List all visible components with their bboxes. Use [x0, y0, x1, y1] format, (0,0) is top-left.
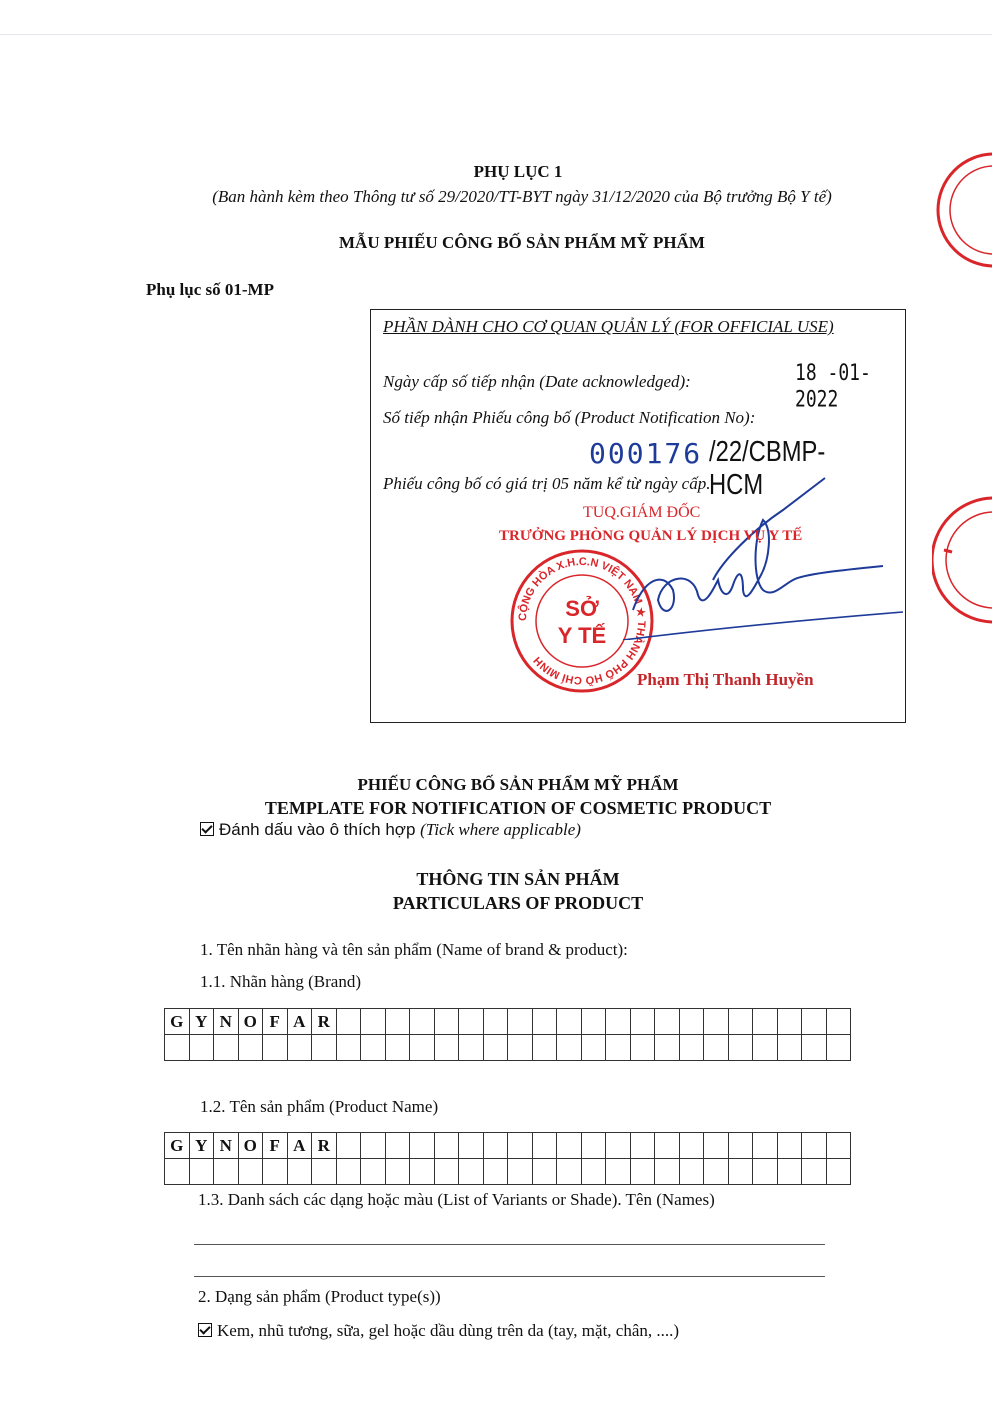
grid-cell [728, 1133, 753, 1159]
grid-cell [434, 1035, 459, 1061]
seal-center-line-1: SỞ [565, 596, 599, 621]
grid-cell [728, 1159, 753, 1185]
question-brand: 1.1. Nhãn hàng (Brand) [200, 972, 361, 991]
brand-letter-grid [164, 1008, 851, 1061]
grid-cell: O [238, 1133, 263, 1159]
grid-cell [679, 1159, 704, 1185]
grid-cell [802, 1035, 827, 1061]
grid-cell [336, 1133, 361, 1159]
grid-cell: A [287, 1009, 312, 1035]
grid-cell [434, 1159, 459, 1185]
grid-cell [728, 1035, 753, 1061]
grid-cell [238, 1159, 263, 1185]
notification-number-suffix: /22/CBMP-HCM [709, 436, 826, 501]
grid-cell [679, 1133, 704, 1159]
grid-cell [704, 1035, 729, 1061]
grid-cell [777, 1035, 802, 1061]
grid-cell: F [263, 1009, 288, 1035]
grid-cell [581, 1009, 606, 1035]
grid-cell [483, 1009, 508, 1035]
signer-title-line-2: TRƯỞNG PHÒNG QUẢN LÝ DỊCH VỤ Y TẾ [499, 528, 803, 544]
grid-cell [385, 1035, 410, 1061]
appendix-title: PHỤ LỤC 1 [473, 162, 563, 181]
appendix-number: Phụ lục số 01-MP [146, 280, 274, 299]
grid-cell [459, 1133, 484, 1159]
grid-cell [679, 1009, 704, 1035]
grid-cell [312, 1035, 337, 1061]
grid-cell [557, 1009, 582, 1035]
notice-title-vi: PHIẾU CÔNG BỐ SẢN PHẨM MỸ PHẨM [357, 775, 679, 794]
validity-statement: Phiếu công bố có giá trị 05 năm kể từ ngày cấp. [383, 474, 711, 493]
date-acknowledged-label: Ngày cấp số tiếp nhận (Date acknowledged): [383, 372, 691, 391]
grid-cell [189, 1159, 214, 1185]
grid-cell [508, 1159, 533, 1185]
grid-cell [434, 1009, 459, 1035]
grid-cell [361, 1009, 386, 1035]
grid-cell [238, 1035, 263, 1061]
grid-cell [655, 1159, 680, 1185]
grid-cell: R [312, 1009, 337, 1035]
grid-cell [606, 1133, 631, 1159]
grid-cell [214, 1159, 239, 1185]
grid-cell [483, 1133, 508, 1159]
grid-cell [630, 1159, 655, 1185]
grid-cell [557, 1159, 582, 1185]
grid-cell [606, 1035, 631, 1061]
product-letter-grid [164, 1132, 851, 1185]
grid-cell [434, 1133, 459, 1159]
grid-cell [753, 1159, 778, 1185]
notice-title-en: TEMPLATE FOR NOTIFICATION OF COSMETIC PRODUCT [264, 798, 772, 818]
grid-cell [777, 1009, 802, 1035]
grid-cell [263, 1035, 288, 1061]
grid-cell [361, 1133, 386, 1159]
handwritten-signature [603, 470, 903, 640]
grid-cell [483, 1159, 508, 1185]
grid-cell [532, 1159, 557, 1185]
grid-cell [287, 1035, 312, 1061]
grid-cell [189, 1035, 214, 1061]
grid-cell: A [287, 1133, 312, 1159]
official-use-label: PHẦN DÀNH CHO CƠ QUAN QUẢN LÝ (FOR OFFICIAL USE) [383, 317, 834, 336]
grid-cell [459, 1035, 484, 1061]
grid-cell [753, 1009, 778, 1035]
grid-cell [679, 1035, 704, 1061]
grid-cell [557, 1035, 582, 1061]
grid-cell [312, 1159, 337, 1185]
grid-cell [826, 1159, 851, 1185]
grid-cell [410, 1133, 435, 1159]
scan-top-edge [0, 34, 992, 35]
question-brand-product: 1. Tên nhãn hàng và tên sản phẩm (Name of brand & product): [200, 940, 628, 959]
grid-cell [826, 1009, 851, 1035]
grid-cell: F [263, 1133, 288, 1159]
grid-cell [336, 1035, 361, 1061]
grid-cell: O [238, 1009, 263, 1035]
grid-cell [336, 1009, 361, 1035]
notification-number-sequence: 000176 [589, 437, 703, 470]
grid-cell [287, 1159, 312, 1185]
grid-cell [655, 1035, 680, 1061]
grid-cell [385, 1009, 410, 1035]
grid-cell [704, 1133, 729, 1159]
grid-cell [263, 1159, 288, 1185]
grid-cell [508, 1035, 533, 1061]
grid-cell [214, 1035, 239, 1061]
appendix-subtitle: (Ban hành kèm theo Thông tư số 29/2020/TT-BYT ngày 31/12/2020 của Bộ trưởng Bộ Y tế) [212, 187, 832, 206]
grid-cell [581, 1133, 606, 1159]
seal-ring-text: CỘNG HÒA X.H.C.N VIỆT NAM ★ THÀNH PHỐ HỒ CHÍ MINH [516, 555, 648, 687]
question-variants: 1.3. Danh sách các dạng hoặc màu (List of Variants or Shade). Tên (Names) [198, 1190, 715, 1209]
variant-answer-line [194, 1276, 825, 1277]
grid-cell [630, 1133, 655, 1159]
grid-cell: Y [189, 1009, 214, 1035]
question-product-name: 1.2. Tên sản phẩm (Product Name) [200, 1097, 439, 1116]
grid-cell [361, 1159, 386, 1185]
section-title-en: PARTICULARS OF PRODUCT [392, 893, 644, 913]
grid-cell [630, 1009, 655, 1035]
grid-cell [704, 1159, 729, 1185]
grid-cell: N [214, 1009, 239, 1035]
grid-cell [508, 1133, 533, 1159]
signer-name: Phạm Thị Thanh Huyền [637, 670, 814, 689]
tick-instruction [200, 820, 581, 840]
grid-cell [655, 1009, 680, 1035]
grid-cell [704, 1009, 729, 1035]
grid-cell [826, 1133, 851, 1159]
form-heading: MẪU PHIẾU CÔNG BỐ SẢN PHẨM MỸ PHẨM [339, 233, 705, 252]
checked-box-icon [198, 1323, 212, 1337]
grid-cell [410, 1009, 435, 1035]
grid-cell [410, 1035, 435, 1061]
grid-cell [532, 1035, 557, 1061]
grid-cell: G [165, 1009, 190, 1035]
grid-cell [826, 1035, 851, 1061]
product-type-option-label: Kem, nhũ tương, sữa, gel hoặc dầu dùng trên da (tay, mặt, chân, ....) [217, 1321, 680, 1340]
grid-cell [630, 1035, 655, 1061]
grid-cell [165, 1035, 190, 1061]
grid-cell [777, 1133, 802, 1159]
grid-cell [802, 1133, 827, 1159]
grid-cell [483, 1035, 508, 1061]
grid-cell [336, 1159, 361, 1185]
grid-cell [802, 1159, 827, 1185]
question-product-type: 2. Dạng sản phẩm (Product type(s)) [198, 1287, 441, 1306]
signer-title-line-1: TUQ.GIÁM ĐỐC [583, 504, 701, 521]
grid-cell [802, 1009, 827, 1035]
grid-cell [753, 1133, 778, 1159]
grid-cell [385, 1133, 410, 1159]
product-type-option [198, 1321, 679, 1341]
grid-cell [777, 1159, 802, 1185]
grid-cell [532, 1009, 557, 1035]
grid-cell [410, 1159, 435, 1185]
grid-cell: G [165, 1133, 190, 1159]
grid-cell [581, 1159, 606, 1185]
grid-cell: N [214, 1133, 239, 1159]
grid-cell [606, 1009, 631, 1035]
section-title-vi: THÔNG TIN SẢN PHẨM [416, 869, 620, 889]
tick-instruction-text: Đánh dấu vào ô thích hợp [219, 820, 416, 839]
grid-cell: R [312, 1133, 337, 1159]
grid-cell [459, 1009, 484, 1035]
grid-cell [728, 1009, 753, 1035]
grid-cell [655, 1133, 680, 1159]
grid-cell [165, 1159, 190, 1185]
grid-cell [361, 1035, 386, 1061]
tick-instruction-en: (Tick where applicable) [420, 820, 581, 839]
grid-cell [606, 1159, 631, 1185]
grid-cell [557, 1133, 582, 1159]
checked-box-icon [200, 822, 214, 836]
grid-cell [508, 1009, 533, 1035]
grid-cell [532, 1133, 557, 1159]
grid-cell [753, 1035, 778, 1061]
date-acknowledged-stamp: 18 -01- 2022 [795, 360, 871, 413]
grid-cell [459, 1159, 484, 1185]
grid-cell: Y [189, 1133, 214, 1159]
grid-cell [385, 1159, 410, 1185]
partial-stamp-right [932, 150, 992, 710]
grid-cell [581, 1035, 606, 1061]
seal-center-line-2: Y TẾ [557, 623, 607, 648]
official-use-box [370, 309, 906, 723]
notification-number-label: Số tiếp nhận Phiếu công bố (Product Notification No): [383, 408, 756, 427]
variant-answer-line [194, 1244, 825, 1245]
